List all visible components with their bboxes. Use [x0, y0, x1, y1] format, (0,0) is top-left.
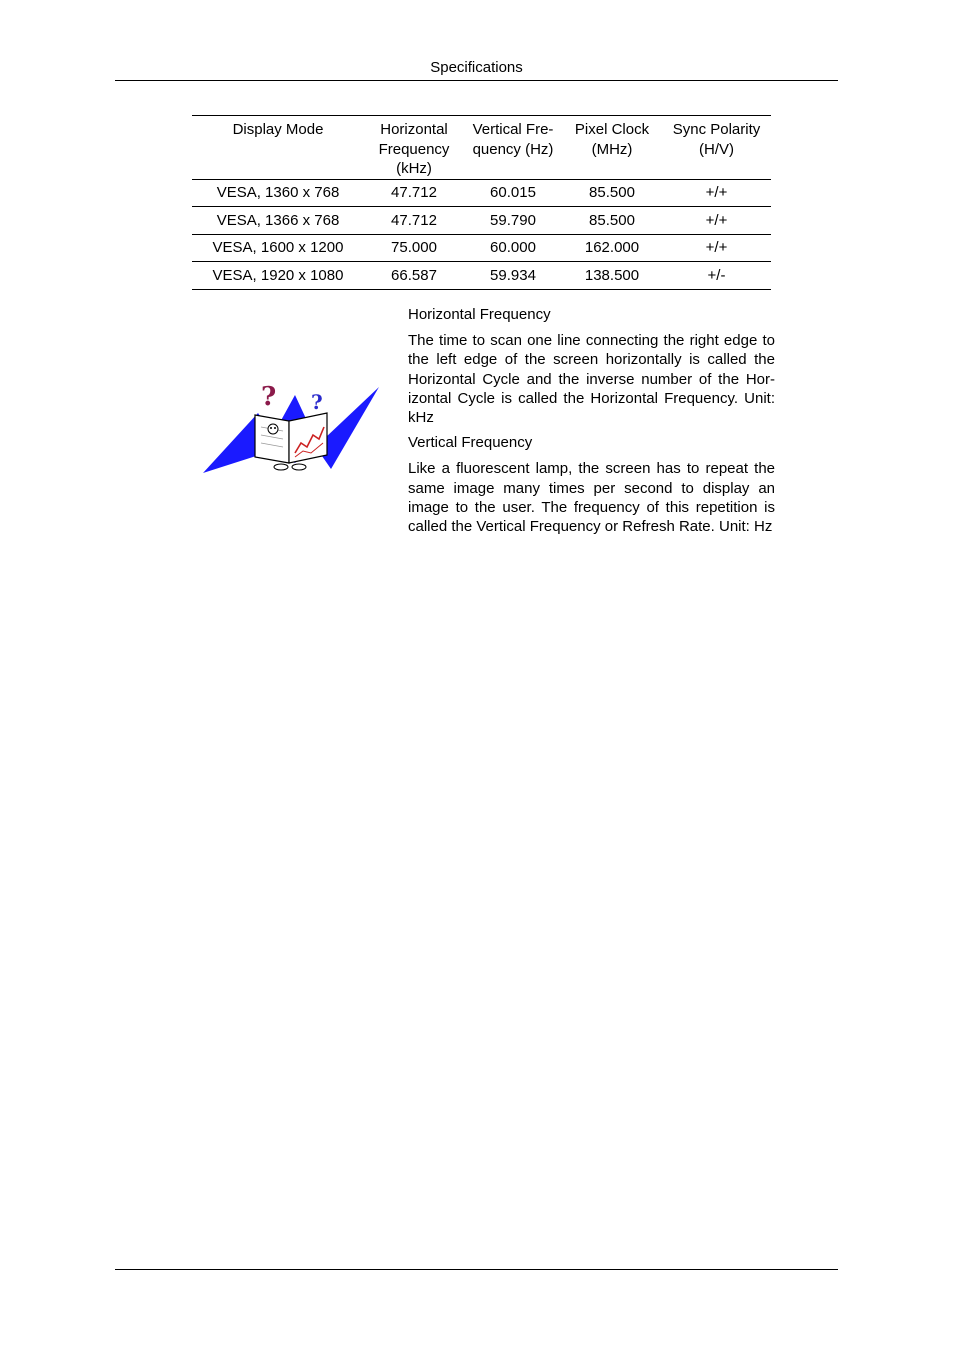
frequency-notes: [408, 305, 775, 542]
cell-pixel-clock: 85.500: [562, 179, 662, 207]
cell-sync-polarity: +/+: [662, 179, 771, 207]
cell-pixel-clock: 162.000: [562, 234, 662, 262]
horizontal-frequency-title: Horizontal Frequency: [408, 306, 551, 323]
vertical-frequency-description: Like a fluorescent lamp, the screen has to repeat the same image many times per second to display an image to the user. The frequency of this repetition is called the Vertical Frequency or Refresh Rate. Unit: Hz: [408, 460, 775, 536]
cell-sync-polarity: +/-: [662, 262, 771, 290]
cell-horizontal-frequency: 47.712: [364, 207, 464, 235]
column-header-display-mode: Display Mode: [192, 116, 364, 180]
table-row: [192, 207, 771, 235]
cell-sync-polarity: +/+: [662, 234, 771, 262]
column-header-vertical-frequency: Vertical Fre- quency (Hz): [464, 116, 562, 180]
svg-text:?: ?: [261, 383, 277, 412]
cell-vertical-frequency: 59.934: [464, 262, 562, 290]
cell-sync-polarity: +/+: [662, 207, 771, 235]
column-header-horizontal-frequency: Horizontal Frequency (kHz): [364, 116, 464, 180]
cell-display-mode: VESA, 1920 x 1080: [192, 262, 364, 290]
cell-pixel-clock: 138.500: [562, 262, 662, 290]
table-header-row: [192, 116, 771, 180]
table-row: [192, 262, 771, 290]
cell-vertical-frequency: 59.790: [464, 207, 562, 235]
column-header-pixel-clock: Pixel Clock (MHz): [562, 116, 662, 180]
column-header-sync-polarity: Sync Polarity (H/V): [662, 116, 771, 180]
svg-text:?: ?: [311, 390, 323, 414]
display-modes-table: [192, 115, 771, 290]
table-row: [192, 234, 771, 262]
cell-vertical-frequency: 60.000: [464, 234, 562, 262]
cell-display-mode: VESA, 1600 x 1200: [192, 234, 364, 262]
vertical-frequency-title: Vertical Frequency: [408, 434, 533, 452]
cell-horizontal-frequency: 75.000: [364, 234, 464, 262]
question-book-icon: [203, 383, 381, 475]
cell-horizontal-frequency: 47.712: [364, 179, 464, 207]
horizontal-frequency-description: The time to scan one line connecting the right edge to the left edge of the screen horizontally is called the Horizontal Cycle and the inverse number of the Hor-izontal Cycle is called the Horizontal Frequency. Unit: kHz: [408, 332, 775, 427]
cell-display-mode: VESA, 1360 x 768: [192, 179, 364, 207]
cell-horizontal-frequency: 66.587: [364, 262, 464, 290]
page-header-title: Specifications: [430, 59, 523, 76]
table-row: [192, 179, 771, 207]
cell-display-mode: VESA, 1366 x 768: [192, 207, 364, 235]
header-divider: [115, 80, 838, 81]
footer-divider: [115, 1269, 838, 1270]
cell-vertical-frequency: 60.015: [464, 179, 562, 207]
cell-pixel-clock: 85.500: [562, 207, 662, 235]
